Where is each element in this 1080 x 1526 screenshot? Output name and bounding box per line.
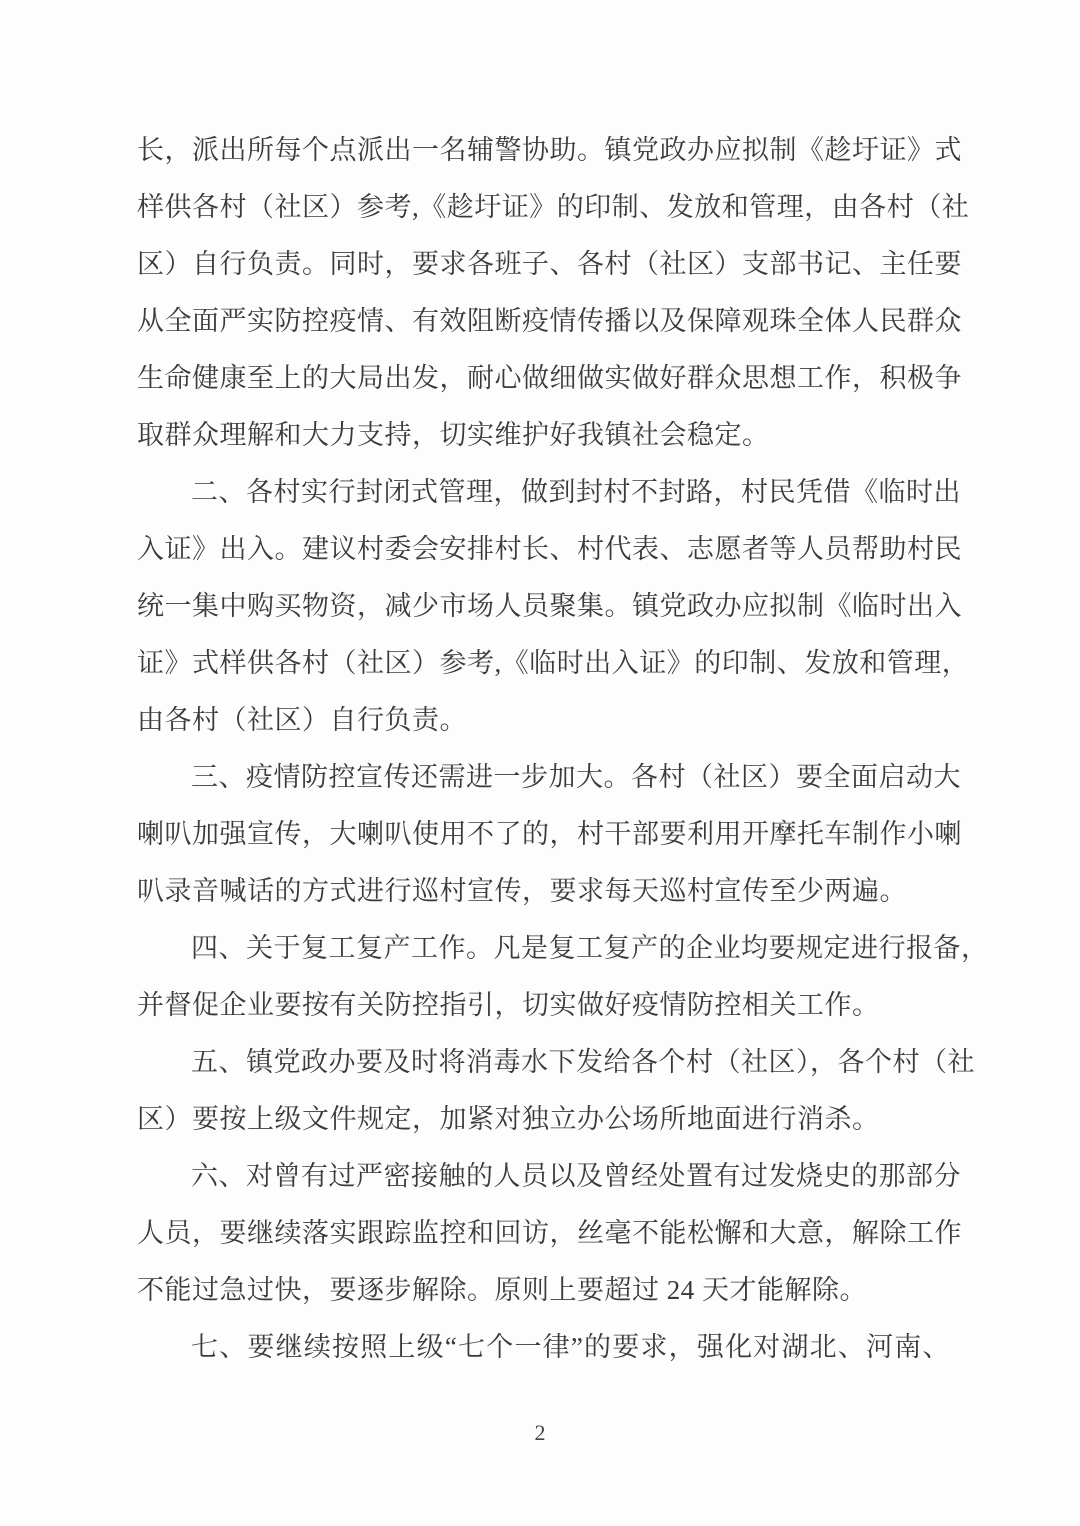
text-line: 取群众理解和大力支持，切实维护好我镇社会稳定。 bbox=[137, 420, 770, 450]
text-line: 人员，要继续落实跟踪监控和回访，丝毫不能松懈和大意，解除工作 bbox=[137, 1218, 962, 1248]
page-number: 2 bbox=[534, 1420, 546, 1445]
text-line: 证》式样供各村（社区）参考,《临时出入证》的印制、发放和管理， bbox=[137, 648, 970, 678]
text-line: 生命健康至上的大局出发，耐心做细做实做好群众思想工作，积极争 bbox=[137, 363, 962, 393]
text-line: 七、要继续按照上级“七个一律”的要求，强化对湖北、河南、 bbox=[191, 1332, 950, 1362]
text-line: 长，派出所每个点派出一名辅警协助。镇党政办应拟制《趁圩证》式 bbox=[137, 135, 962, 165]
text-line: 三、疫情防控宣传还需进一步加大。各村（社区）要全面启动大 bbox=[191, 762, 961, 792]
text-line: 统一集中购买物资，减少市场人员聚集。镇党政办应拟制《临时出入 bbox=[137, 591, 962, 621]
text-line: 六、对曾有过严密接触的人员以及曾经处置有过发烧史的那部分 bbox=[191, 1161, 961, 1191]
text-line: 叭录音喊话的方式进行巡村宣传，要求每天巡村宣传至少两遍。 bbox=[137, 876, 907, 906]
text-line: 五、镇党政办要及时将消毒水下发给各个村（社区），各个村（社 bbox=[191, 1047, 975, 1077]
text-line: 从全面严实防控疫情、有效阻断疫情传播以及保障观珠全体人民群众 bbox=[137, 306, 962, 336]
text-line: 样供各村（社区）参考,《趁圩证》的印制、发放和管理，由各村（社 bbox=[137, 192, 970, 222]
document-body bbox=[137, 122, 989, 1376]
text-line: 区）自行负责。同时，要求各班子、各村（社区）支部书记、主任要 bbox=[137, 249, 962, 279]
text-line: 四、关于复工复产工作。凡是复工复产的企业均要规定进行报备， bbox=[191, 933, 989, 963]
text-line: 并督促企业要按有关防控指引，切实做好疫情防控相关工作。 bbox=[137, 990, 880, 1020]
text-line: 区）要按上级文件规定，加紧对独立办公场所地面进行消杀。 bbox=[137, 1104, 880, 1134]
text-line: 由各村（社区）自行负责。 bbox=[137, 705, 467, 735]
text-line: 不能过急过快，要逐步解除。原则上要超过 24 天才能解除。 bbox=[137, 1275, 867, 1305]
text-line: 喇叭加强宣传，大喇叭使用不了的，村干部要利用开摩托车制作小喇 bbox=[137, 819, 962, 849]
text-line: 入证》出入。建议村委会安排村长、村代表、志愿者等人员帮助村民 bbox=[137, 534, 962, 564]
text-line: 二、各村实行封闭式管理，做到封村不封路，村民凭借《临时出 bbox=[191, 477, 961, 507]
